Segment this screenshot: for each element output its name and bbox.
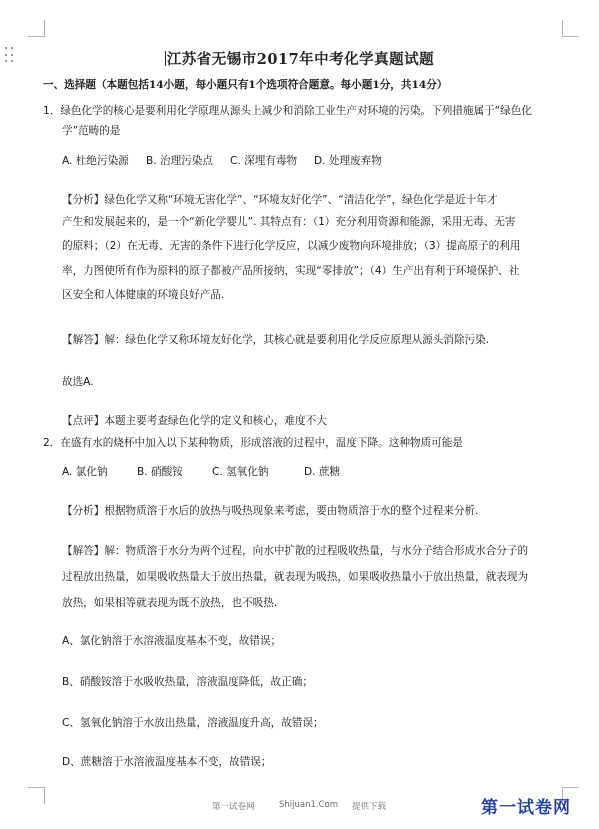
q2-options [62,465,340,479]
q1-choice: 故选A. [62,376,94,388]
q1-option-c: C. 深埋有毒物 [230,155,298,167]
section-heading: 一、选择题（本题包括14小题，每小题只有1个选项符合题意。每小题1分，共14分） [43,79,448,91]
footer-site-url[interactable]: Shijuan1.Com [279,800,339,810]
q1-comment: 【点评】本题主要考查绿色化学的定义和核心，难度不大 [62,415,327,427]
q2-analysis: 【分析】根据物质溶于水后的放热与吸热现象来考虑，要由物质溶于水的整个过程来分析. [62,505,479,517]
crop-mark-top-left [28,20,45,37]
q2-item: D、蔗糖溶于水溶液温度基本不变，故错误； [62,756,272,768]
q2-stem: 2．在盛有水的烧杯中加入以下某种物质，形成溶液的过程中，温度下降。这种物质可能是 [43,437,463,449]
q2-option-c: C. 氢氧化钠 [212,466,269,478]
q1-options [62,154,382,168]
q1-stem-line: 学”范畴的是 [62,125,121,137]
watermark-logo: 第一试卷网 [481,798,571,818]
q2-option-d: D. 蔗糖 [304,466,341,478]
q2-option-a: A. 氯化钠 [62,466,108,478]
q1-analysis-line: 区安全和人体健康的环境良好产品. [62,289,225,301]
text-cursor [165,51,166,66]
crop-mark-top-right [562,20,579,37]
footer-site-name: 第一试卷网 [212,802,255,812]
q1-stem-line: 1．绿色化学的核心是要利用化学原理从源头上减少和消除工业生产对环境的污染。下列措施属于“绿色化 [43,105,532,117]
q1-analysis-line: 【分析】绿色化学又称“环境无害化学”、“环境友好化学”、“清洁化学”，绿色化学是近十年才 [62,194,498,206]
q2-answer-line: 【解答】解：物质溶于水分为两个过程，向水中扩散的过程吸收热量，与水分子结合形成水合分子的 [62,545,529,557]
q2-option-b: B. 硝酸铵 [137,466,183,478]
q2-item: A、氯化钠溶于水溶液温度基本不变，故错误； [62,635,282,647]
q1-option-d: D. 处理废弃物 [314,155,382,167]
q2-answer-line: 放热，如果相等就表现为既不放热，也不吸热. [62,597,278,609]
q1-answer: 【解答】解：绿色化学又称环境友好化学，其核心就是要利用化学反应原理从源头消除污染. [62,334,490,346]
q2-item: C、氢氧化钠溶于水放出热量，溶液温度升高，故错误； [62,717,324,729]
q1-analysis-line: 产生和发展起来的，是一个“新化学婴儿”. 其特点有：（1）充分利用资源和能源，采用无毒、无害 [62,216,516,228]
q1-analysis-line: 的原料；（2）在无毒、无害的条件下进行化学反应，以减少废物向环境排放；（3）提高原子的利用 [62,240,521,252]
footer-download: 提供下载 [352,802,387,812]
q1-analysis-line: 率，力图使所有作为原料的原子都被产品所接纳，实现“零排放”；（4）生产出有利于环境保护、社 [62,265,520,277]
q2-answer-line: 过程放出热量，如果吸收热量大于放出热量，就表现为吸热，如果吸收热量小于放出热量，就表现为 [62,571,529,583]
q2-item: B、硝酸铵溶于水吸收热量，溶液温度降低，故正确； [62,676,313,688]
q1-option-b: B. 治理污染点 [146,155,213,167]
q1-option-a: A. 杜绝污染源 [62,155,129,167]
page-title: 江苏省无锡市2017年中考化学真题试题 [166,51,435,68]
